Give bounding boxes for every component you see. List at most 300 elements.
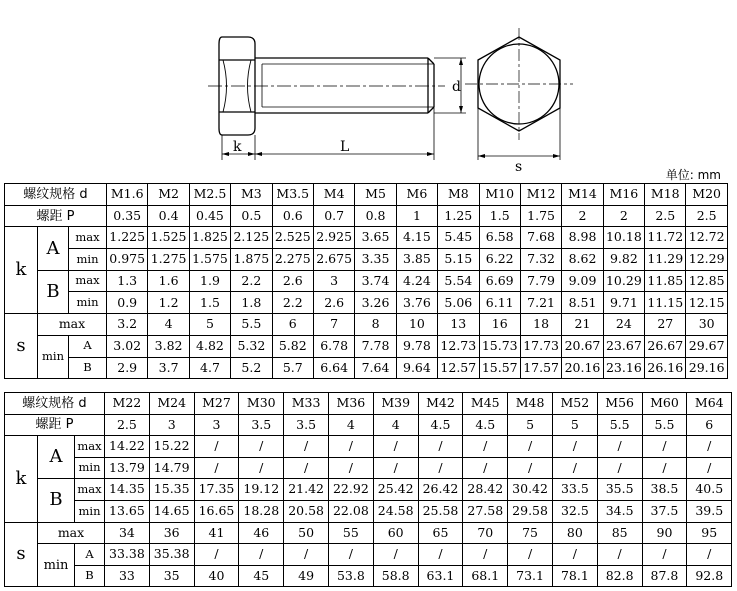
- value-cell: 6: [272, 314, 313, 336]
- value-cell: 38.5: [642, 479, 687, 501]
- value-cell: 3.85: [396, 249, 437, 271]
- value-cell: 0.45: [189, 205, 230, 227]
- value-cell: 1.875: [231, 249, 272, 271]
- grade-b-label: B: [38, 270, 69, 313]
- max-label: max: [69, 227, 107, 249]
- value-cell: 4.5: [463, 414, 508, 436]
- value-cell: 41: [194, 522, 239, 544]
- value-cell: 6.58: [479, 227, 520, 249]
- value-cell: /: [239, 544, 284, 566]
- value-cell: 70: [463, 522, 508, 544]
- value-cell: 12.72: [686, 227, 727, 249]
- value-cell: /: [463, 436, 508, 458]
- value-cell: /: [642, 457, 687, 479]
- pitch-label: 螺距 P: [5, 414, 105, 436]
- k-a-min-row: [5, 457, 732, 479]
- value-cell: 23.67: [603, 335, 644, 357]
- value-cell: 0.6: [272, 205, 313, 227]
- value-cell: /: [463, 544, 508, 566]
- dim-L-label: L: [340, 139, 350, 155]
- value-cell: 1.25: [438, 205, 479, 227]
- value-cell: 2.125: [231, 227, 272, 249]
- value-cell: 1.5: [189, 292, 230, 314]
- value-cell: 35.5: [597, 479, 642, 501]
- value-cell: 25.42: [373, 479, 418, 501]
- size-cell: M39: [373, 393, 418, 415]
- grade-b-label: B: [69, 357, 107, 379]
- value-cell: 34: [105, 522, 150, 544]
- value-cell: 2.525: [272, 227, 313, 249]
- value-cell: 1.275: [148, 249, 189, 271]
- k-b-min-row: [5, 500, 732, 522]
- value-cell: 15.73: [479, 335, 520, 357]
- value-cell: /: [687, 457, 732, 479]
- value-cell: /: [194, 544, 239, 566]
- value-cell: 13: [438, 314, 479, 336]
- value-cell: /: [373, 544, 418, 566]
- max-label: max: [69, 270, 107, 292]
- value-cell: 5.5: [231, 314, 272, 336]
- value-cell: 14.35: [105, 479, 150, 501]
- k-a-min-row: [5, 249, 728, 271]
- value-cell: 10.29: [603, 270, 644, 292]
- value-cell: 4.5: [418, 414, 463, 436]
- size-cell: M30: [239, 393, 284, 415]
- value-cell: 2: [603, 205, 644, 227]
- size-cell: M10: [479, 184, 520, 206]
- dim-d-label: d: [452, 79, 461, 95]
- dim-s-label: s: [515, 159, 523, 175]
- size-cell: M20: [686, 184, 727, 206]
- value-cell: 33.5: [552, 479, 597, 501]
- s-min-b-row: [5, 565, 732, 587]
- value-cell: /: [328, 436, 373, 458]
- value-cell: /: [328, 544, 373, 566]
- value-cell: 3: [149, 414, 194, 436]
- s-min-b-row: [5, 357, 728, 379]
- size-cell: M33: [284, 393, 329, 415]
- value-cell: 63.1: [418, 565, 463, 587]
- value-cell: 58.8: [373, 565, 418, 587]
- value-cell: 78.1: [552, 565, 597, 587]
- size-cell: M5: [355, 184, 396, 206]
- value-cell: 4: [328, 414, 373, 436]
- value-cell: /: [552, 436, 597, 458]
- value-cell: /: [642, 436, 687, 458]
- value-cell: 15.22: [149, 436, 194, 458]
- value-cell: 19.12: [239, 479, 284, 501]
- value-cell: /: [508, 544, 553, 566]
- k-b-max-row: [5, 270, 728, 292]
- value-cell: 1.9: [189, 270, 230, 292]
- s-min-a-row: [5, 335, 728, 357]
- k-b-min-row: [5, 292, 728, 314]
- value-cell: 17.35: [194, 479, 239, 501]
- size-cell: M24: [149, 393, 194, 415]
- k-label: k: [5, 227, 38, 314]
- value-cell: 12.85: [686, 270, 727, 292]
- value-cell: 5.5: [597, 414, 642, 436]
- size-row: [5, 184, 728, 206]
- value-cell: 6.22: [479, 249, 520, 271]
- value-cell: 5: [189, 314, 230, 336]
- value-cell: 45: [239, 565, 284, 587]
- value-cell: 7.78: [355, 335, 396, 357]
- value-cell: 13.65: [105, 500, 150, 522]
- min-label: min: [75, 500, 105, 522]
- value-cell: 6.78: [313, 335, 354, 357]
- size-cell: M4: [313, 184, 354, 206]
- value-cell: 21: [562, 314, 603, 336]
- value-cell: 5.45: [438, 227, 479, 249]
- max-label: max: [75, 479, 105, 501]
- size-cell: M12: [520, 184, 561, 206]
- value-cell: 2.925: [313, 227, 354, 249]
- value-cell: 5.7: [272, 357, 313, 379]
- value-cell: 20.67: [562, 335, 603, 357]
- value-cell: 13.79: [105, 457, 150, 479]
- value-cell: 12.15: [686, 292, 727, 314]
- value-cell: 4.24: [396, 270, 437, 292]
- size-cell: M14: [562, 184, 603, 206]
- size-cell: M56: [597, 393, 642, 415]
- s-max-row: [5, 314, 728, 336]
- value-cell: 4.15: [396, 227, 437, 249]
- grade-a-label: A: [69, 335, 107, 357]
- value-cell: 75: [508, 522, 553, 544]
- value-cell: 26.42: [418, 479, 463, 501]
- size-cell: M6: [396, 184, 437, 206]
- value-cell: 11.72: [645, 227, 686, 249]
- k-label: k: [5, 436, 38, 522]
- value-cell: 73.1: [508, 565, 553, 587]
- value-cell: 0.8: [355, 205, 396, 227]
- value-cell: 14.22: [105, 436, 150, 458]
- value-cell: 22.92: [328, 479, 373, 501]
- value-cell: 60: [373, 522, 418, 544]
- value-cell: 1.575: [189, 249, 230, 271]
- value-cell: /: [373, 457, 418, 479]
- unit-label: 单位: mm: [665, 168, 721, 182]
- value-cell: 20.16: [562, 357, 603, 379]
- size-cell: M8: [438, 184, 479, 206]
- value-cell: 87.8: [642, 565, 687, 587]
- size-cell: M27: [194, 393, 239, 415]
- value-cell: 6.64: [313, 357, 354, 379]
- size-cell: M52: [552, 393, 597, 415]
- value-cell: 7.64: [355, 357, 396, 379]
- value-cell: 5.32: [231, 335, 272, 357]
- value-cell: 5.15: [438, 249, 479, 271]
- value-cell: 4.82: [189, 335, 230, 357]
- min-label: min: [38, 335, 69, 378]
- value-cell: /: [463, 457, 508, 479]
- value-cell: 24.58: [373, 500, 418, 522]
- bolt-end-view: [465, 28, 573, 160]
- thread-spec-label: 螺纹规格 d: [5, 184, 107, 206]
- s-label: s: [5, 522, 38, 587]
- value-cell: /: [284, 544, 329, 566]
- value-cell: 3.5: [239, 414, 284, 436]
- value-cell: /: [508, 436, 553, 458]
- value-cell: 7.21: [520, 292, 561, 314]
- size-row: [5, 393, 732, 415]
- value-cell: 7.68: [520, 227, 561, 249]
- size-cell: M45: [463, 393, 508, 415]
- value-cell: 17.57: [520, 357, 561, 379]
- s-label: s: [5, 314, 38, 379]
- value-cell: 1.225: [107, 227, 148, 249]
- size-cell: M3.5: [272, 184, 313, 206]
- size-cell: M1.6: [107, 184, 148, 206]
- value-cell: 14.79: [149, 457, 194, 479]
- value-cell: 8.98: [562, 227, 603, 249]
- value-cell: 16.65: [194, 500, 239, 522]
- value-cell: 29.16: [686, 357, 727, 379]
- value-cell: /: [194, 436, 239, 458]
- value-cell: /: [642, 544, 687, 566]
- value-cell: 1: [396, 205, 437, 227]
- value-cell: 11.29: [645, 249, 686, 271]
- value-cell: 6.69: [479, 270, 520, 292]
- value-cell: /: [597, 544, 642, 566]
- value-cell: /: [418, 436, 463, 458]
- value-cell: 34.5: [597, 500, 642, 522]
- min-label: min: [75, 457, 105, 479]
- value-cell: 10.18: [603, 227, 644, 249]
- value-cell: 2.5: [645, 205, 686, 227]
- value-cell: 37.5: [642, 500, 687, 522]
- value-cell: 3.74: [355, 270, 396, 292]
- value-cell: 29.67: [686, 335, 727, 357]
- value-cell: 3: [313, 270, 354, 292]
- dim-k-label: k: [233, 139, 242, 155]
- value-cell: 1.6: [148, 270, 189, 292]
- value-cell: 24: [603, 314, 644, 336]
- value-cell: 14.65: [149, 500, 194, 522]
- value-cell: 1.525: [148, 227, 189, 249]
- value-cell: 2.5: [686, 205, 727, 227]
- value-cell: /: [508, 457, 553, 479]
- value-cell: 36: [149, 522, 194, 544]
- value-cell: 6: [687, 414, 732, 436]
- size-cell: M16: [603, 184, 644, 206]
- size-cell: M42: [418, 393, 463, 415]
- value-cell: 39.5: [687, 500, 732, 522]
- value-cell: 2.2: [272, 292, 313, 314]
- value-cell: /: [552, 457, 597, 479]
- value-cell: 15.57: [479, 357, 520, 379]
- value-cell: 27.58: [463, 500, 508, 522]
- value-cell: 3.02: [107, 335, 148, 357]
- value-cell: 11.15: [645, 292, 686, 314]
- value-cell: 2.675: [313, 249, 354, 271]
- value-cell: 18: [520, 314, 561, 336]
- k-b-max-row: [5, 479, 732, 501]
- value-cell: 23.16: [603, 357, 644, 379]
- value-cell: 4: [373, 414, 418, 436]
- value-cell: 3: [194, 414, 239, 436]
- value-cell: /: [687, 436, 732, 458]
- value-cell: 2.275: [272, 249, 313, 271]
- value-cell: 65: [418, 522, 463, 544]
- max-label: max: [38, 314, 107, 336]
- value-cell: 9.82: [603, 249, 644, 271]
- value-cell: 1.75: [520, 205, 561, 227]
- max-label: max: [38, 522, 105, 544]
- value-cell: 9.78: [396, 335, 437, 357]
- value-cell: 1.3: [107, 270, 148, 292]
- value-cell: 9.09: [562, 270, 603, 292]
- value-cell: 3.76: [396, 292, 437, 314]
- pitch-label: 螺距 P: [5, 205, 107, 227]
- value-cell: /: [552, 544, 597, 566]
- value-cell: 2: [562, 205, 603, 227]
- min-label: min: [38, 544, 75, 587]
- value-cell: 32.5: [552, 500, 597, 522]
- spec-table-m22-m64: [4, 392, 732, 587]
- value-cell: 8.51: [562, 292, 603, 314]
- value-cell: 46: [239, 522, 284, 544]
- value-cell: 7.79: [520, 270, 561, 292]
- value-cell: 3.7: [148, 357, 189, 379]
- value-cell: 80: [552, 522, 597, 544]
- k-a-max-row: [5, 227, 728, 249]
- size-cell: M22: [105, 393, 150, 415]
- value-cell: 26.67: [645, 335, 686, 357]
- value-cell: 9.64: [396, 357, 437, 379]
- value-cell: 3.82: [148, 335, 189, 357]
- value-cell: 9.71: [603, 292, 644, 314]
- value-cell: 85: [597, 522, 642, 544]
- max-label: max: [75, 436, 105, 458]
- s-max-row: [5, 522, 732, 544]
- k-a-max-row: [5, 436, 732, 458]
- value-cell: 49: [284, 565, 329, 587]
- value-cell: /: [418, 457, 463, 479]
- value-cell: 12.29: [686, 249, 727, 271]
- size-cell: M60: [642, 393, 687, 415]
- value-cell: 2.9: [107, 357, 148, 379]
- value-cell: 90: [642, 522, 687, 544]
- grade-a-label: A: [38, 227, 69, 270]
- pitch-row: [5, 414, 732, 436]
- hex-bolt-drawing: [0, 0, 737, 175]
- value-cell: 1.825: [189, 227, 230, 249]
- value-cell: 40: [194, 565, 239, 587]
- value-cell: 5.54: [438, 270, 479, 292]
- value-cell: 2.5: [105, 414, 150, 436]
- value-cell: 26.16: [645, 357, 686, 379]
- value-cell: 0.9: [107, 292, 148, 314]
- value-cell: /: [687, 544, 732, 566]
- value-cell: /: [597, 436, 642, 458]
- value-cell: 5.06: [438, 292, 479, 314]
- grade-b-label: B: [38, 479, 75, 522]
- value-cell: /: [239, 457, 284, 479]
- bolt-side-view: [208, 37, 466, 160]
- value-cell: 1.8: [231, 292, 272, 314]
- value-cell: 27: [645, 314, 686, 336]
- value-cell: 12.57: [438, 357, 479, 379]
- value-cell: /: [373, 436, 418, 458]
- min-label: min: [69, 292, 107, 314]
- value-cell: 12.73: [438, 335, 479, 357]
- value-cell: 5: [508, 414, 553, 436]
- value-cell: /: [328, 457, 373, 479]
- value-cell: 35.38: [149, 544, 194, 566]
- value-cell: 17.73: [520, 335, 561, 357]
- value-cell: /: [418, 544, 463, 566]
- value-cell: 2.6: [313, 292, 354, 314]
- value-cell: 3.35: [355, 249, 396, 271]
- value-cell: 95: [687, 522, 732, 544]
- value-cell: 68.1: [463, 565, 508, 587]
- value-cell: 21.42: [284, 479, 329, 501]
- value-cell: 0.35: [107, 205, 148, 227]
- value-cell: 55: [328, 522, 373, 544]
- value-cell: 1.5: [479, 205, 520, 227]
- spec-table-m1.6-m20: [4, 183, 728, 379]
- value-cell: 35: [149, 565, 194, 587]
- value-cell: 6.11: [479, 292, 520, 314]
- value-cell: 3.65: [355, 227, 396, 249]
- value-cell: /: [284, 457, 329, 479]
- value-cell: 15.35: [149, 479, 194, 501]
- value-cell: 0.4: [148, 205, 189, 227]
- value-cell: 7: [313, 314, 354, 336]
- value-cell: 40.5: [687, 479, 732, 501]
- value-cell: 8: [355, 314, 396, 336]
- value-cell: 18.28: [239, 500, 284, 522]
- size-cell: M64: [687, 393, 732, 415]
- value-cell: 33.38: [105, 544, 150, 566]
- value-cell: 3.26: [355, 292, 396, 314]
- size-cell: M48: [508, 393, 553, 415]
- value-cell: 3.5: [284, 414, 329, 436]
- value-cell: /: [239, 436, 284, 458]
- grade-a-label: A: [75, 544, 105, 566]
- value-cell: /: [194, 457, 239, 479]
- value-cell: 4: [148, 314, 189, 336]
- value-cell: 16: [479, 314, 520, 336]
- value-cell: 7.32: [520, 249, 561, 271]
- size-cell: M36: [328, 393, 373, 415]
- value-cell: 2.6: [272, 270, 313, 292]
- value-cell: 53.8: [328, 565, 373, 587]
- value-cell: 8.62: [562, 249, 603, 271]
- thread-spec-label: 螺纹规格 d: [5, 393, 105, 415]
- value-cell: 2.2: [231, 270, 272, 292]
- value-cell: 0.975: [107, 249, 148, 271]
- value-cell: /: [284, 436, 329, 458]
- pitch-row: [5, 205, 728, 227]
- value-cell: 28.42: [463, 479, 508, 501]
- value-cell: 33: [105, 565, 150, 587]
- value-cell: /: [597, 457, 642, 479]
- value-cell: 50: [284, 522, 329, 544]
- size-cell: M18: [645, 184, 686, 206]
- value-cell: 5.82: [272, 335, 313, 357]
- value-cell: 10: [396, 314, 437, 336]
- value-cell: 11.85: [645, 270, 686, 292]
- value-cell: 25.58: [418, 500, 463, 522]
- size-cell: M2: [148, 184, 189, 206]
- value-cell: 0.7: [313, 205, 354, 227]
- value-cell: 5.5: [642, 414, 687, 436]
- value-cell: 30.42: [508, 479, 553, 501]
- value-cell: 29.58: [508, 500, 553, 522]
